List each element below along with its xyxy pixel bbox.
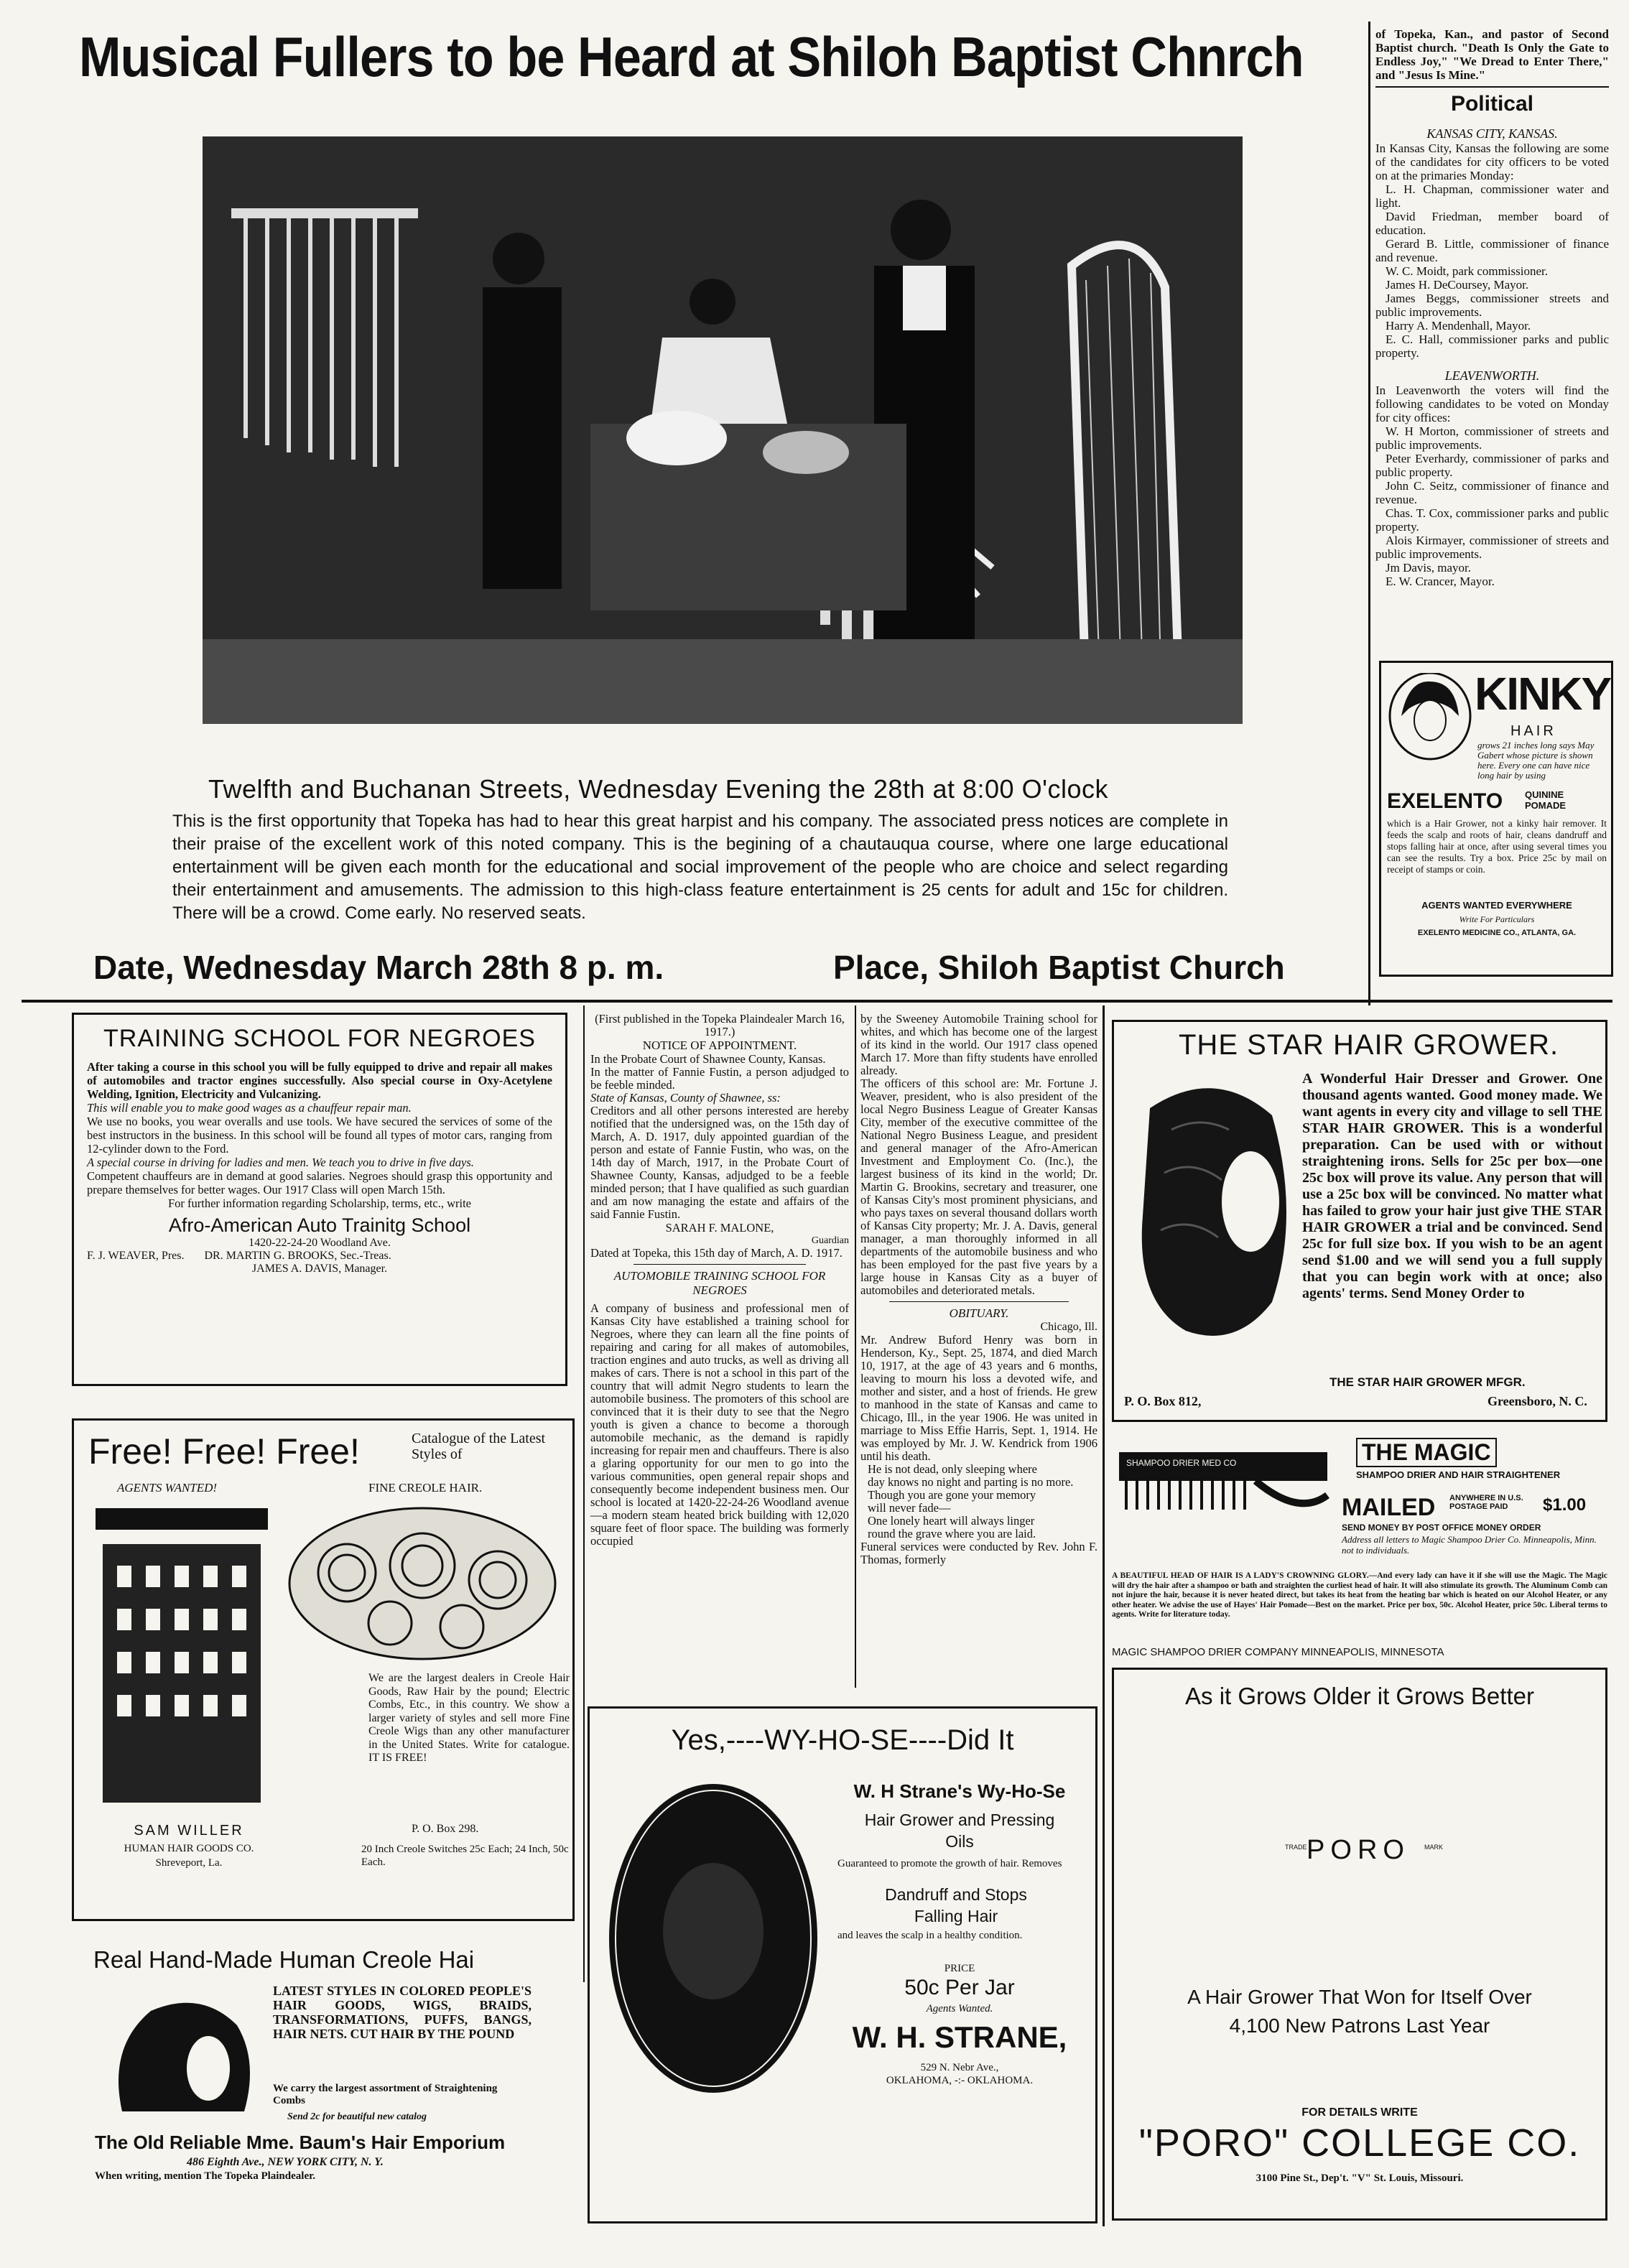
baum-mention: When writing, mention The Topeka Plaindealer. — [95, 2170, 316, 2182]
kc-title: KANSAS CITY, KANSAS. — [1426, 126, 1558, 141]
kinky-product: EXELENTO — [1387, 789, 1503, 813]
kinky-hair: HAIR — [1510, 723, 1556, 739]
magic-company: MAGIC SHAMPOO DRIER COMPANY MINNEAPOLIS, MINNESOTA — [1112, 1646, 1444, 1658]
kc-candidate-list — [1375, 182, 1609, 360]
kinky-body: which is a Hair Grower, not a kinky hair remover. It feeds the scalp and roots of hair, cleans dandruff and stops falling hair at once, after using several times you can see the results. Try a box. Price 25c by mail on receipt of stamps or coin. — [1387, 818, 1607, 875]
candidate-item: John C. Seitz, commissioner of finance and revenue. — [1375, 479, 1609, 506]
column-rule-right — [1368, 22, 1370, 1005]
wyhose-address: 529 N. Nebr Ave., — [920, 2062, 999, 2073]
comb-illustration — [1112, 1438, 1335, 1524]
auto-school-body: A company of business and professional men of Kansas City have established a training school for Negroes, where they can learn all the fine points of repairing and caring for all makes of automobiles, traction engines and auto trucks, as well as driving all makes of cars. There is not a school in this part of the country that will admit Negro students to learn the automobile business. The promoters of this school are convinced that it is their duty to see that the Negro youth is given a chance to become a thorough automobile mechanic, as the demand is rapidly increasing for repair men and chauffeurs. There is also a glaring opportunity for our men to go into the various communities, open general repair shops and consequently become independent business men. Our school is located at 1420-22-24-26 Woodland avenue—a modern steam heated brick building with 12,020 square feet of floor space. The building was formerly occupied — [590, 1301, 849, 1548]
event-photo — [203, 136, 1243, 724]
magic-sub: SHAMPOO DRIER AND HAIR STRAIGHTENER — [1356, 1469, 1561, 1480]
candidate-item: Chas. T. Cox, commissioner parks and public property. — [1375, 506, 1609, 534]
obituary-place: Chicago, Ill. — [1040, 1321, 1097, 1333]
free-city: Shreveport, La. — [155, 1857, 223, 1869]
kinky-agents: AGENTS WANTED EVERYWHERE — [1421, 900, 1572, 911]
news-cont: by the Sweeney Automobile Training school for whites, and which has become one of the largest of its kind in the world. Our 1917 class opened March 17. More than fifty students have enrolled already. — [860, 1012, 1097, 1077]
legal-matter: In the matter of Fannie Fustin, a person adjudged to be feeble minded. — [590, 1065, 849, 1092]
legal-pub: (First published in the Topeka Plaindealer March 16, 1917.) — [595, 1012, 845, 1038]
kinky-company: EXELENTO MEDICINE CO., ATLANTA, GA. — [1417, 929, 1577, 937]
poro-claim-2: 4,100 New Patrons Last Year — [1229, 2014, 1490, 2037]
candidate-item: W. C. Moidt, park commissioner. — [1386, 264, 1549, 278]
auto-school-title: AUTOMOBILE TRAINING SCHOOL FOR NEGROES — [613, 1269, 826, 1297]
free-agents: AGENTS WANTED! — [117, 1481, 218, 1495]
legal-court: In the Probate Court of Shawnee County, Kansas. — [590, 1052, 826, 1066]
legal-dated: Dated at Topeka, this 15th day of March, A. D. 1917. — [590, 1246, 843, 1260]
star-title: THE STAR HAIR GROWER. — [1179, 1029, 1559, 1061]
wyhose-guarantee: Guaranteed to promote the growth of hair. Removes — [837, 1858, 1062, 1869]
poro-title: As it Grows Older it Grows Better — [1185, 1683, 1534, 1709]
column-rule-legal — [583, 1005, 585, 1982]
wyhose-title: Yes,----WY-HO-SE----Did It — [671, 1724, 1014, 1756]
political-title: Political — [1450, 92, 1534, 116]
lv-title: LEAVENWORTH. — [1444, 368, 1540, 383]
candidate-item: E. W. Crancer, Mayor. — [1386, 575, 1495, 588]
poem-line: Though you are gone your memory — [868, 1488, 1036, 1502]
candidate-item: Harry A. Mendenhall, Mayor. — [1386, 319, 1531, 333]
right-column — [1375, 27, 1609, 645]
baum-title: Real Hand-Made Human Creole Hai — [93, 1946, 475, 1973]
candidate-item: Peter Everhardy, commissioner of parks and public property. — [1375, 452, 1609, 479]
training-address: 1420-22-24-20 Woodland Ave. — [249, 1237, 391, 1249]
obituary-title: OBITUARY. — [949, 1306, 1009, 1320]
poem-line: One lonely heart will always linger — [868, 1514, 1035, 1528]
training-p4: A special course in driving for ladies and men. We teach you to drive in five days. — [87, 1156, 474, 1169]
event-date: Date, Wednesday March 28th 8 p. m. — [93, 949, 664, 986]
free-po: P. O. Box 298. — [412, 1823, 479, 1835]
candidate-item: L. H. Chapman, commissioner water and light. — [1375, 182, 1609, 210]
wyhose-name: W. H Strane's Wy-Ho-Se — [853, 1780, 1066, 1802]
candidate-item: Gerard B. Little, commissioner of finance and revenue. — [1375, 237, 1609, 264]
training-p3: We use no books, you wear overalls and use tools. We have secured the services of some of the best instructors in the business. In this school will be found all types of motor cars, ranging from 12-cylinder down to the Ford. — [87, 1115, 552, 1156]
training-p5: Competent chauffeurs are in demand at good salaries. Negroes should grasp this opportunity and prepare themselves for better wages. Our 1917 Class will open March 15th. — [87, 1169, 552, 1196]
kinky-blurb: grows 21 inches long says May Gabert whose picture is shown here. Every one can have nice long hair by using — [1477, 740, 1595, 781]
baum-catalog: Send 2c for beautiful new catalog — [287, 2111, 427, 2122]
event-body: This is the first opportunity that Topeka has had to hear this great harpist and his company. The associated press notices are complete in their praise of the excellent work of this noted company. This is the begining of a chautauqua course, where one large educational entertainment will be given each month for the educational and social improvement of the people who are choice and select regarding their entertainment and amusements. The admission to this high-class feature entertainment is 25 cents for adult and 15c for children. There will be a crowd. Come early. No reserved seats. — [172, 812, 1228, 923]
headline: Musical Fullers to be Heard at Shiloh Baptist Chnrch — [79, 25, 1304, 88]
candidate-item: Alois Kirmayer, commissioner of streets and public improvements. — [1375, 534, 1609, 561]
candidate-item: Jm Davis, mayor. — [1386, 561, 1471, 575]
training-school-ad — [72, 1013, 567, 1386]
wyhose-company: W. H. STRANE, — [852, 2020, 1067, 2054]
magic-price: $1.00 — [1543, 1495, 1587, 1515]
baum-address: 486 Eighth Ave., NEW YORK CITY, N. Y. — [187, 2156, 384, 2168]
kinky-write: Write For Particulars — [1459, 914, 1535, 924]
poro-details: FOR DETAILS WRITE — [1301, 2106, 1418, 2119]
poem-line: He is not dead, only sleeping where — [868, 1462, 1037, 1476]
wyhose-leaves: and leaves the scalp in a healthy condition. — [837, 1930, 1023, 1941]
kinky-product-sub: QUININE POMADE — [1525, 789, 1567, 811]
candidate-item: James H. DeCoursey, Mayor. — [1386, 278, 1529, 292]
legal-signer: SARAH F. MALONE, — [665, 1221, 774, 1235]
kc-intro: In Kansas City, Kansas the following are some of the candidates for city officers to be voted on at the primaries Monday: — [1375, 141, 1609, 182]
poem-line: round the grave where you are laid. — [868, 1527, 1036, 1540]
star-po: P. O. Box 812, — [1124, 1394, 1202, 1408]
obituary-body: Mr. Andrew Buford Henry was born in Henderson, Ky., Sept. 25, 1874, and died March 10, 1917, at the age of 43 years and 6 months, leaving to mourn his loss a devoted wife, and mother and sister, and a host of friends. He grew to manhood in the state of Kansas and came to Chicago, Ill., in the year 1906. He was united in marriage to Miss Effie Harris, Sept. 1, 1914. He was employed by Mr. J. W. Kendrick from 1906 until his death. — [860, 1333, 1097, 1463]
news-column — [860, 1013, 1097, 1695]
free-creole: FINE CREOLE HAIR. — [368, 1481, 483, 1495]
training-p1: After taking a course in this school you will be fully equipped to drive and repair all makes of automobiles and tractor engines successfully. Also special course in Oxy-Acetylene Welding, Ignition, Electricity and Vulcanizing. — [87, 1060, 552, 1101]
candidate-item: David Friedman, member board of education. — [1375, 210, 1609, 237]
wyhose-dandruff: Dandruff and Stops Falling Hair — [885, 1885, 1027, 1925]
magic-address: Address all letters to Magic Shampoo Drier Co. Minneapolis, Minn. not to individuals. — [1342, 1534, 1597, 1556]
section-rule — [22, 1000, 1612, 1003]
poro-ad — [1112, 1668, 1607, 2221]
magic-title: THE MAGIC — [1356, 1438, 1497, 1467]
poem-line: day knows no night and parting is no more. — [868, 1475, 1074, 1489]
news-officers: The officers of this school are: Mr. Fortune J. Weaver, president, who is also president of the local Negro Business League of Greater Kansas City, member of the executive committee of the National Negro Business League, and president and general manager of the Afro-American Investment and Employment Co. (Inc.), the largest business of its kind in the world; Dr. Martin G. Brookins, secretary and treasurer, one of Kansas City's most prominent physicians, and who pays taxes on several thousand dollars worth of Kansas City property; Mr. J. A. Davis, general manager, a man thoroughly informed in all departments of the automobile business and who has been employed for the past five years by a large house in Kansas City as a buyer of automobiles and deteriorated metals. — [860, 1077, 1097, 1297]
poem-line: will never fade— — [868, 1501, 951, 1515]
woman-silhouette-illustration — [93, 1989, 266, 2119]
musicians-photo-illustration — [203, 136, 1243, 724]
lv-candidate-list — [1375, 424, 1609, 588]
legal-body: Creditors and all other persons interested are hereby notified that the undersigned was, on the 15th day of March, A. D. 1917, duly appointed guardian of the person and estate of Fannie Fustin, who was, on the 14th day of March, 1917, in the Probate Court of Shawnee County, Kansas, adjudged to be a feeble minded person; that I have qualified as such guardian and am now managing the estate and affairs of the said Fannie Fustin. — [590, 1104, 849, 1221]
magic-mailed: MAILED — [1342, 1494, 1436, 1521]
candidate-item: E. C. Hall, commissioner parks and public property. — [1375, 333, 1609, 360]
training-school-name: Afro-American Auto Trainitg School — [168, 1214, 471, 1236]
wyhose-city: OKLAHOMA, -:- OKLAHOMA. — [886, 2075, 1034, 2086]
wyhose-ad — [588, 1706, 1097, 2223]
event-subhead: Twelfth and Buchanan Streets, Wednesday Evening the 28th at 8:00 O'clock — [208, 774, 1108, 804]
star-body: A Wonderful Hair Dresser and Grower. One thousand agents wanted. Good money made. We want agents in every city and village to sell THE STAR HAIR GROWER. This is a wonderful preparation. Can be used with or without straightening irons. Sells for 25c per box—one 25c box will prove its value. Any person that will use a 25c box will be convinced. No matter what has failed to grow your hair just give THE STAR HAIR GROWER a trial and be convinced. Send 25c for full size box. If you wish to be an agent send $1.00 and we will send you a full supply that you can begin work with at once; also agents' terms. Send Money Order to — [1302, 1071, 1602, 1301]
baum-name: The Old Reliable Mme. Baum's Hair Emporium — [95, 2132, 506, 2153]
headline-area — [29, 14, 1372, 93]
star-city: Greensboro, N. C. — [1488, 1394, 1587, 1408]
obituary-funeral: Funeral services were conducted by Rev. John F. Thomas, formerly — [860, 1540, 1097, 1566]
free-name: SAM WILLER — [134, 1823, 244, 1839]
legal-title: NOTICE OF APPOINTMENT. — [642, 1038, 797, 1052]
divider — [1375, 86, 1609, 88]
wyhose-price-label: PRICE — [944, 1963, 975, 1974]
training-p6: For further information regarding Scholarship, terms, etc., write — [167, 1196, 471, 1210]
training-title: TRAINING SCHOOL FOR NEGROES — [103, 1025, 536, 1052]
star-hair-ad — [1112, 1020, 1607, 1422]
training-staff-1: F. J. WEAVER, Pres. DR. MARTIN G. BROOKS, Sec.-Treas. — [87, 1250, 391, 1262]
free-title: Free! Free! Free! — [88, 1431, 360, 1472]
baum-body: LATEST STYLES IN COLORED PEOPLE'S HAIR GOODS, WIGS, BRAIDS, TRANSFORMATIONS, PUFFS, BANGS, HAIR NETS. CUT HAIR BY THE POUND — [273, 1984, 532, 2041]
poro-brand: PORO — [1307, 1835, 1410, 1865]
divider — [889, 1301, 1069, 1302]
poro-tag-right: MARK — [1424, 1844, 1444, 1851]
poro-claim: A Hair Grower That Won for Itself Over — [1187, 1986, 1532, 2008]
woman-hair-illustration — [1128, 1072, 1301, 1352]
column-rule-ads — [1103, 1005, 1105, 2226]
wyhose-agents: Agents Wanted. — [926, 2003, 993, 2014]
poro-address: 3100 Pine St., Dep't. "V" St. Louis, Missouri. — [1256, 2172, 1464, 2184]
legal-state: State of Kansas, County of Shawnee, ss: — [590, 1091, 781, 1105]
baum-combs: We carry the largest assortment of Straightening Combs — [273, 2083, 498, 2106]
portrait-oval — [605, 1780, 821, 2096]
magic-comb-label: SHAMPOO DRIER MED CO — [1126, 1458, 1237, 1468]
woman-portrait-icon — [1387, 673, 1473, 766]
magic-ad — [1112, 1431, 1607, 1660]
event-place: Place, Shiloh Baptist Church — [833, 949, 1285, 986]
baum-hair-ad — [72, 1939, 575, 2226]
obituary-poem — [860, 1463, 1097, 1540]
kinky-ad — [1379, 661, 1613, 977]
candidate-item: James Beggs, commissioner streets and public improvements. — [1375, 292, 1609, 319]
divider — [634, 1264, 806, 1265]
training-staff-2: JAMES A. DAVIS, Manager. — [251, 1263, 388, 1275]
free-catalogue: Catalogue of the Latest Styles of — [412, 1431, 546, 1462]
wyhose-product: Hair Grower and Pressing Oils — [864, 1811, 1055, 1851]
lv-intro: In Leavenworth the voters will find the following candidates to be voted on Monday for city offices: — [1375, 384, 1609, 424]
legal-signer-role: Guardian — [811, 1235, 849, 1246]
free-company: HUMAN HAIR GOODS CO. — [124, 1843, 254, 1854]
building-illustration — [88, 1501, 275, 1810]
creole-hair-illustration — [282, 1501, 562, 1666]
poro-tag-left: TRADE — [1285, 1844, 1307, 1851]
free-creole-ad — [72, 1418, 575, 1921]
candidate-item: W. H Morton, commissioner of streets and public improvements. — [1375, 424, 1609, 452]
right-top-fragment: of Topeka, Kan., and pastor of Second Baptist church. "Death Is Only the Gate to Endless Joy," "We Dread to Enter There," and "Jesus Is Mine." — [1375, 27, 1609, 82]
free-prices: 20 Inch Creole Switches 25c Each; 24 Inch, 50c Each. — [361, 1844, 569, 1868]
kinky-title: KINKY — [1475, 668, 1611, 720]
wyhose-price: 50c Per Jar — [904, 1976, 1015, 1999]
magic-body: A BEAUTIFUL HEAD OF HAIR IS A LADY'S CROWNING GLORY.—And every lady can have it if she will use the Magic. The Magic will dry the hair after a shampoo or bath and straighten the curliest head of hair. It will also stimulate its growth. The Aluminum Comb can not injure the hair, because it is never heated direct, but takes its heat from the heating bar which is heated on our Alcohol Heater, or any other heater. We advise the use of Hayes' Hair Pomade—Best on the market. Price per box, 50c. Alcohol Heater, price 50c. Liberal terms to agents. Write for literature today. — [1112, 1571, 1607, 1619]
magic-price-note: ANYWHERE IN U.S. POSTAGE PAID — [1449, 1494, 1523, 1511]
star-company: THE STAR HAIR GROWER MFGR. — [1329, 1375, 1526, 1389]
magic-send: SEND MONEY BY POST OFFICE MONEY ORDER — [1342, 1523, 1541, 1533]
poro-company: "PORO" COLLEGE CO. — [1138, 2121, 1581, 2165]
free-body: We are the largest dealers in Creole Hair Goods, Raw Hair by the pound; Electric Combs, Etc., in this country. We show a larger variety of styles and sell more Fine Creole Wigs than any other manufacturer in the United States. Write for catalogue. IT IS FREE! — [368, 1672, 570, 1764]
training-p2: This will enable you to make good wages as a chauffeur repair man. — [87, 1101, 412, 1115]
column-rule-news — [855, 1005, 856, 1688]
